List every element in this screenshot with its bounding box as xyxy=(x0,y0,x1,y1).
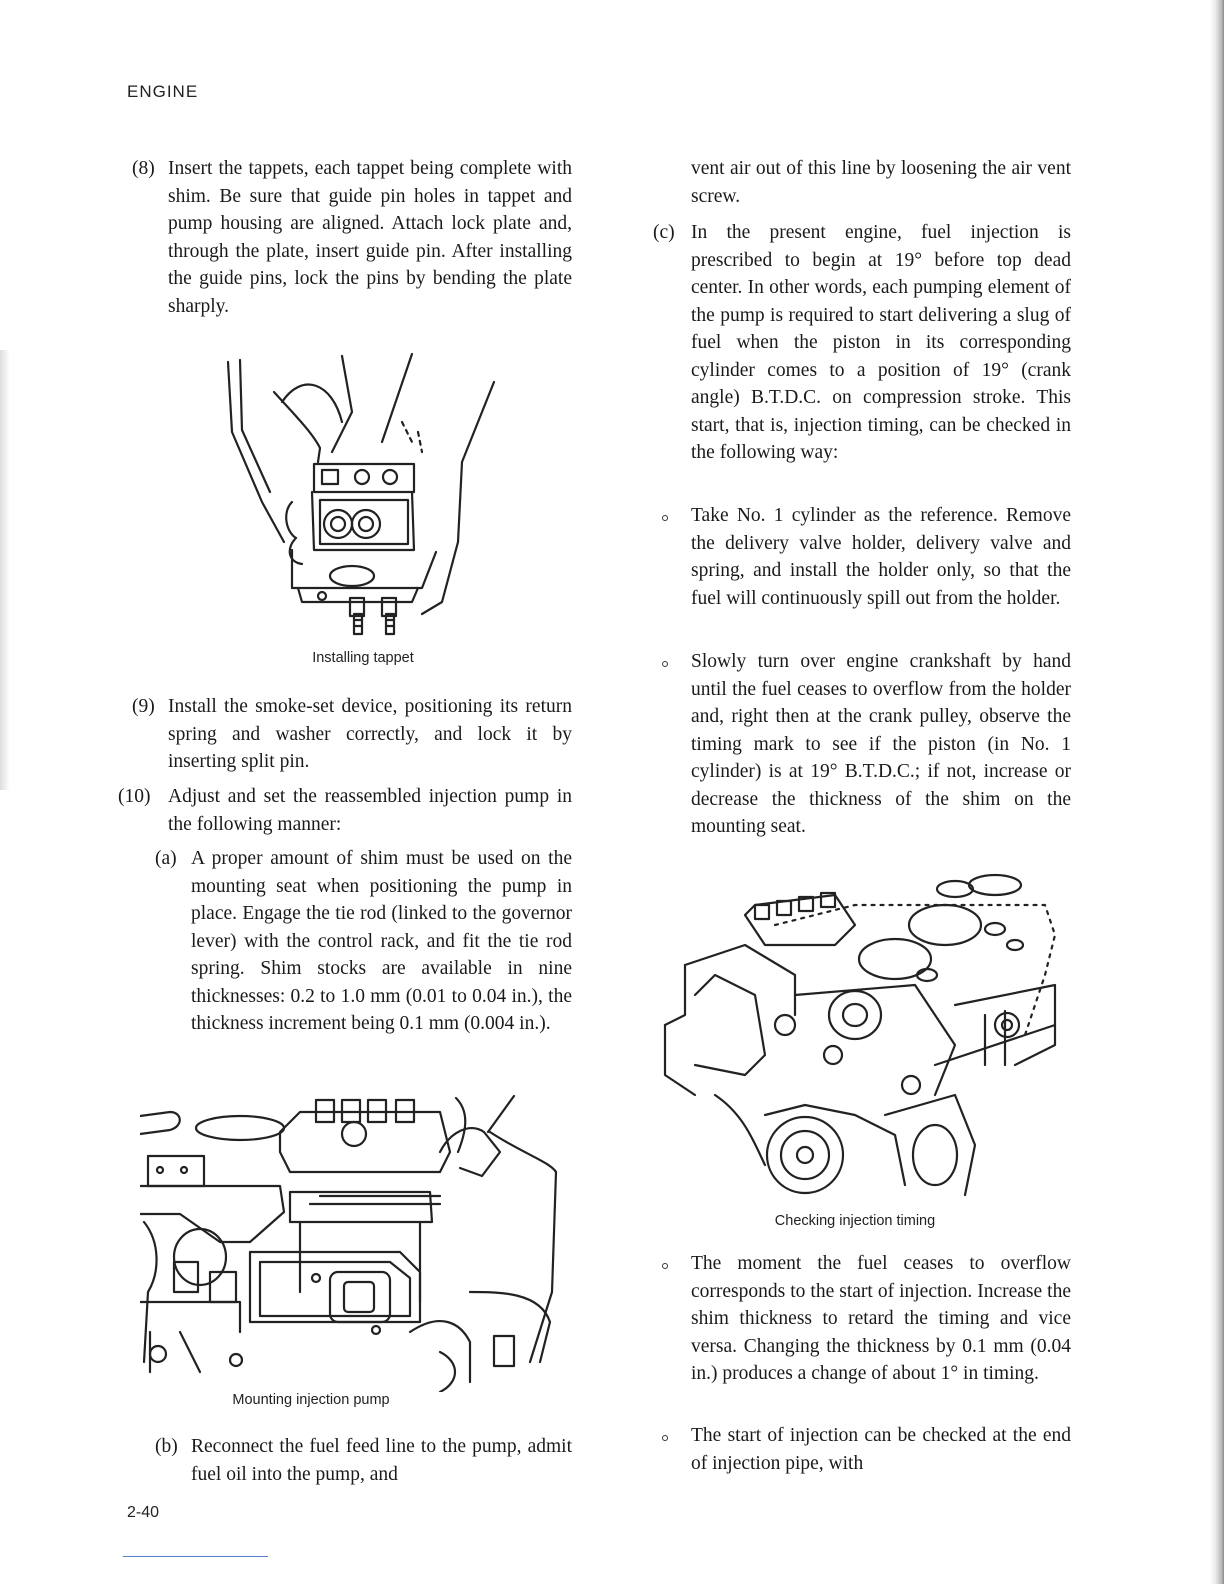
figure-mounting-pump xyxy=(140,1092,560,1422)
tappet-installation-illustration xyxy=(222,352,504,642)
bottom-rule xyxy=(123,1556,268,1557)
step-b-continued-text: vent air out of this line by loosening the air vent screw. xyxy=(691,158,1071,207)
step-c-label: (c) xyxy=(653,222,675,243)
step-10-text: Adjust and set the reassembled injection pump in the following manner: xyxy=(168,786,572,835)
bullet-3 xyxy=(660,1250,1071,1388)
injection-timing-illustration xyxy=(655,865,1065,1201)
bullet-4 xyxy=(660,1422,1071,1477)
step-9-label: (9) xyxy=(132,696,155,717)
step-b xyxy=(155,1433,572,1488)
caption-checking-timing: Checking injection timing xyxy=(774,1213,936,1229)
bullet-3-text: The moment the fuel ceases to overflow corresponds to the start of injection. Increase the shim thickness to retard the timing and vice versa. Changing the thickness by 0.1 mm (0.04 in.) produces a change of about 1° in timing. xyxy=(691,1253,1071,1384)
scan-edge-left xyxy=(0,350,10,790)
step-c xyxy=(653,219,1071,467)
step-8-label: (8) xyxy=(132,158,155,179)
bullet-4-text: The start of injection can be checked at the end of injection pipe, with xyxy=(691,1425,1071,1474)
pump-mounting-illustration xyxy=(140,1092,560,1392)
step-a xyxy=(155,845,572,1038)
bullet-dot xyxy=(662,1263,668,1269)
bullet-2-text: Slowly turn over engine crankshaft by hand until the fuel ceases to overflow from the holder and, right then at the crank pulley, observe the timing mark to see if the piston (in No. 1 cylinder) is at 19° B.T.D.C.; if not, increase or decrease the thickness of the shim on the mounting seat. xyxy=(691,651,1071,837)
page-header: ENGINE xyxy=(127,82,199,101)
step-10-label: (10) xyxy=(118,786,151,807)
caption-mounting-pump: Mounting injection pump xyxy=(232,1392,390,1408)
figure-installing-tappet xyxy=(222,352,504,666)
bullet-2 xyxy=(660,648,1071,841)
step-9 xyxy=(130,693,572,776)
step-b-text: Reconnect the fuel feed line to the pump, admit fuel oil into the pump, and xyxy=(191,1436,572,1485)
step-b-label: (b) xyxy=(155,1436,178,1457)
step-a-text: A proper amount of shim must be used on the mounting seat when positioning the pump in place. Engage the tie rod (linked to the governor lever) with the control rack, and fit the tie rod spring. Shim stocks are available in nine thicknesses: 0.2 to 1.0 mm (0.01 to 0.04 in.), the thickness increment being 0.1 mm (0.004 in.). xyxy=(191,848,572,1034)
step-10 xyxy=(118,783,572,838)
figure-checking-timing xyxy=(655,865,1065,1235)
page-number: 2-40 xyxy=(127,1504,160,1521)
bullet-dot xyxy=(662,1435,668,1441)
bullet-1-text: Take No. 1 cylinder as the reference. Remove the delivery valve holder, delivery valve and spring, and install the holder only, so that the fuel will continuously spill out from the holder. xyxy=(691,505,1071,609)
step-c-text: In the present engine, fuel injection is prescribed to begin at 19° before top dead center. In other words, each pumping element of the pump is required to start delivering a slug of fuel when the piston in its corresponding cylinder comes to a position of 19° (crank angle) B.T.D.C. on compression stroke. This start, that is, injection timing, can be checked in the following way: xyxy=(691,222,1071,463)
step-9-text: Install the smoke-set device, positioning its return spring and washer correctly, and lock it by inserting split pin. xyxy=(168,696,572,772)
step-8 xyxy=(130,155,572,320)
caption-installing-tappet: Installing tappet xyxy=(312,650,414,666)
bullet-1 xyxy=(660,502,1071,612)
bullet-dot xyxy=(662,515,668,521)
step-b-continued xyxy=(691,155,1071,210)
bullet-dot xyxy=(662,661,668,667)
step-8-text: Insert the tappets, each tappet being complete with shim. Be sure that guide pin holes in tappet and pump housing are aligned. Attach lock plate and, through the plate, insert guide pin. After installing the guide pins, lock the pins by bending the plate sharply. xyxy=(168,158,572,317)
scan-edge-right xyxy=(1210,0,1224,1584)
step-a-label: (a) xyxy=(155,848,177,869)
